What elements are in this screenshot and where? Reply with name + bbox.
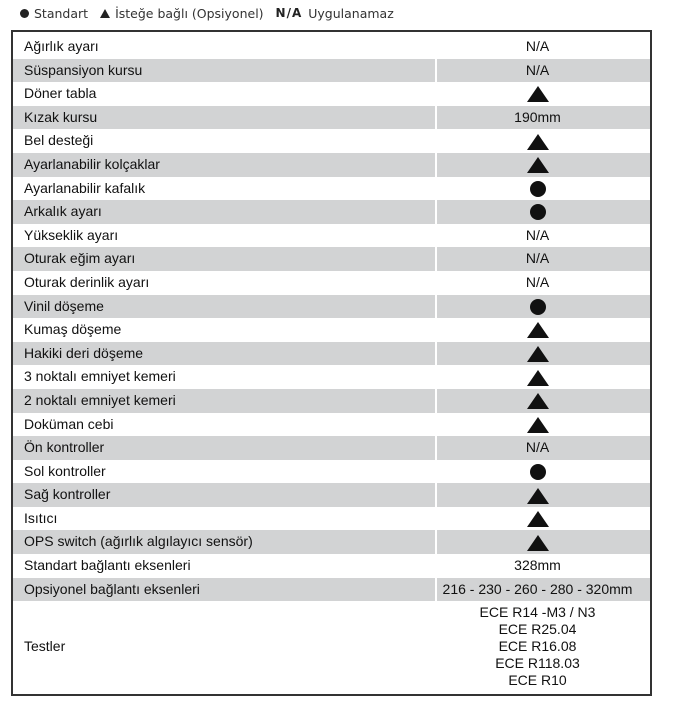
row-value: [436, 153, 650, 177]
row-label: Oturak derinlik ayarı: [24, 273, 150, 290]
row-value: [436, 530, 650, 554]
row-label: Isıtıcı: [24, 509, 58, 526]
table-row: [13, 483, 650, 507]
triangle-icon: [527, 535, 549, 551]
triangle-icon: [527, 322, 549, 338]
spec-table: [13, 35, 650, 691]
table-row: [13, 413, 650, 437]
row-value: [436, 389, 650, 413]
row-value: [436, 129, 650, 153]
triangle-icon: [527, 511, 549, 527]
legend-standard-label: Standart: [34, 5, 89, 21]
table-row: [13, 247, 650, 271]
triangle-icon: [527, 417, 549, 433]
table-row: [13, 460, 650, 484]
row-value: [436, 318, 650, 342]
table-row: [13, 106, 650, 130]
row-label: Kumaş döşeme: [24, 321, 122, 338]
row-value: [436, 413, 650, 437]
table-row: [13, 554, 650, 578]
table-row: [13, 129, 650, 153]
row-label: 2 noktalı emniyet kemeri: [13, 389, 436, 413]
legend-na-label: Uygulanamaz: [308, 5, 394, 21]
spec-table-container: [11, 30, 652, 696]
table-row: [13, 318, 650, 342]
table-row: [13, 295, 650, 319]
row-value: 328mm: [436, 554, 650, 578]
row-value: N/A: [436, 59, 650, 83]
row-label: Ayarlanabilir kolçaklar: [13, 153, 436, 177]
row-value: [436, 177, 650, 201]
circle-icon: [530, 181, 546, 197]
test-value: ECE R118.03: [495, 654, 580, 671]
row-value: [436, 200, 650, 224]
row-value: [436, 483, 650, 507]
table-row: [13, 177, 650, 201]
triangle-icon: [527, 346, 549, 362]
row-label: Bel desteği: [24, 132, 94, 149]
tests-section: [13, 601, 650, 691]
test-value: ECE R16.08: [498, 637, 577, 654]
legend-optional-label: İsteğe bağlı (Opsiyonel): [115, 5, 264, 21]
circle-icon: [530, 204, 546, 220]
row-value: [436, 460, 650, 484]
table-row-tests: [13, 601, 650, 691]
tests-label: Testler: [24, 637, 66, 654]
row-value: 190mm: [436, 106, 650, 130]
table-row: [13, 35, 650, 59]
tests-values: [436, 601, 650, 691]
row-label: Döner tabla: [24, 85, 97, 102]
table-row: [13, 365, 650, 389]
row-label: Hakiki deri döşeme: [13, 342, 436, 366]
legend-na-symbol: N/A: [275, 6, 303, 20]
row-label: Vinil döşeme: [13, 295, 436, 319]
row-value: N/A: [436, 247, 650, 271]
row-label: Süspansiyon kursu: [13, 59, 436, 83]
row-label: OPS switch (ağırlık algılayıcı sensör): [13, 530, 436, 554]
table-row: [13, 578, 650, 602]
row-label: Ön kontroller: [13, 436, 436, 460]
triangle-icon: [527, 393, 549, 409]
row-label: Ağırlık ayarı: [24, 38, 99, 54]
circle-icon: [530, 299, 546, 315]
triangle-icon: [527, 86, 549, 102]
row-label: Ayarlanabilir kafalık: [24, 179, 146, 196]
triangle-icon: [527, 157, 549, 173]
row-value: N/A: [436, 224, 650, 248]
row-label: Standart bağlantı eksenleri: [24, 557, 191, 574]
row-value: [436, 82, 650, 106]
row-value: [436, 365, 650, 389]
table-row: [13, 200, 650, 224]
triangle-icon: [527, 488, 549, 504]
row-value: N/A: [436, 436, 650, 460]
legend-standard: [20, 6, 88, 21]
row-label: Arkalık ayarı: [13, 200, 436, 224]
table-row: [13, 271, 650, 295]
table-row: [13, 224, 650, 248]
table-row: [13, 436, 650, 460]
row-label: Sol kontroller: [24, 462, 106, 479]
table-row: [13, 507, 650, 531]
triangle-icon: [527, 370, 549, 386]
row-value: N/A: [436, 271, 650, 295]
row-value: [436, 295, 650, 319]
test-value: ECE R14 -M3 / N3: [479, 603, 596, 620]
triangle-icon: [527, 134, 549, 150]
table-row: [13, 342, 650, 366]
row-value: [436, 342, 650, 366]
row-label: Oturak eğim ayarı: [13, 247, 436, 271]
circle-icon: [530, 464, 546, 480]
legend: [20, 3, 402, 23]
row-value: 216 - 230 - 260 - 280 - 320mm: [436, 578, 650, 602]
row-label: Sağ kontroller: [13, 483, 436, 507]
table-row: [13, 389, 650, 413]
table-row: [13, 82, 650, 106]
row-value: [436, 507, 650, 531]
row-label: Yükseklik ayarı: [24, 226, 119, 243]
row-label: Doküman cebi: [24, 415, 114, 432]
table-row: [13, 530, 650, 554]
row-label: 3 noktalı emniyet kemeri: [24, 368, 176, 385]
row-label: Opsiyonel bağlantı eksenleri: [13, 578, 436, 602]
circle-icon: [20, 9, 29, 18]
legend-na: [276, 6, 394, 21]
row-label: Kızak kursu: [13, 106, 436, 130]
table-row: [13, 59, 650, 83]
row-value: N/A: [436, 35, 650, 59]
triangle-icon: [100, 9, 110, 18]
spec-table-body: [13, 35, 650, 601]
table-row: [13, 153, 650, 177]
legend-optional: [100, 6, 263, 21]
test-value: ECE R10: [508, 671, 567, 688]
test-value: ECE R25.04: [498, 620, 577, 637]
